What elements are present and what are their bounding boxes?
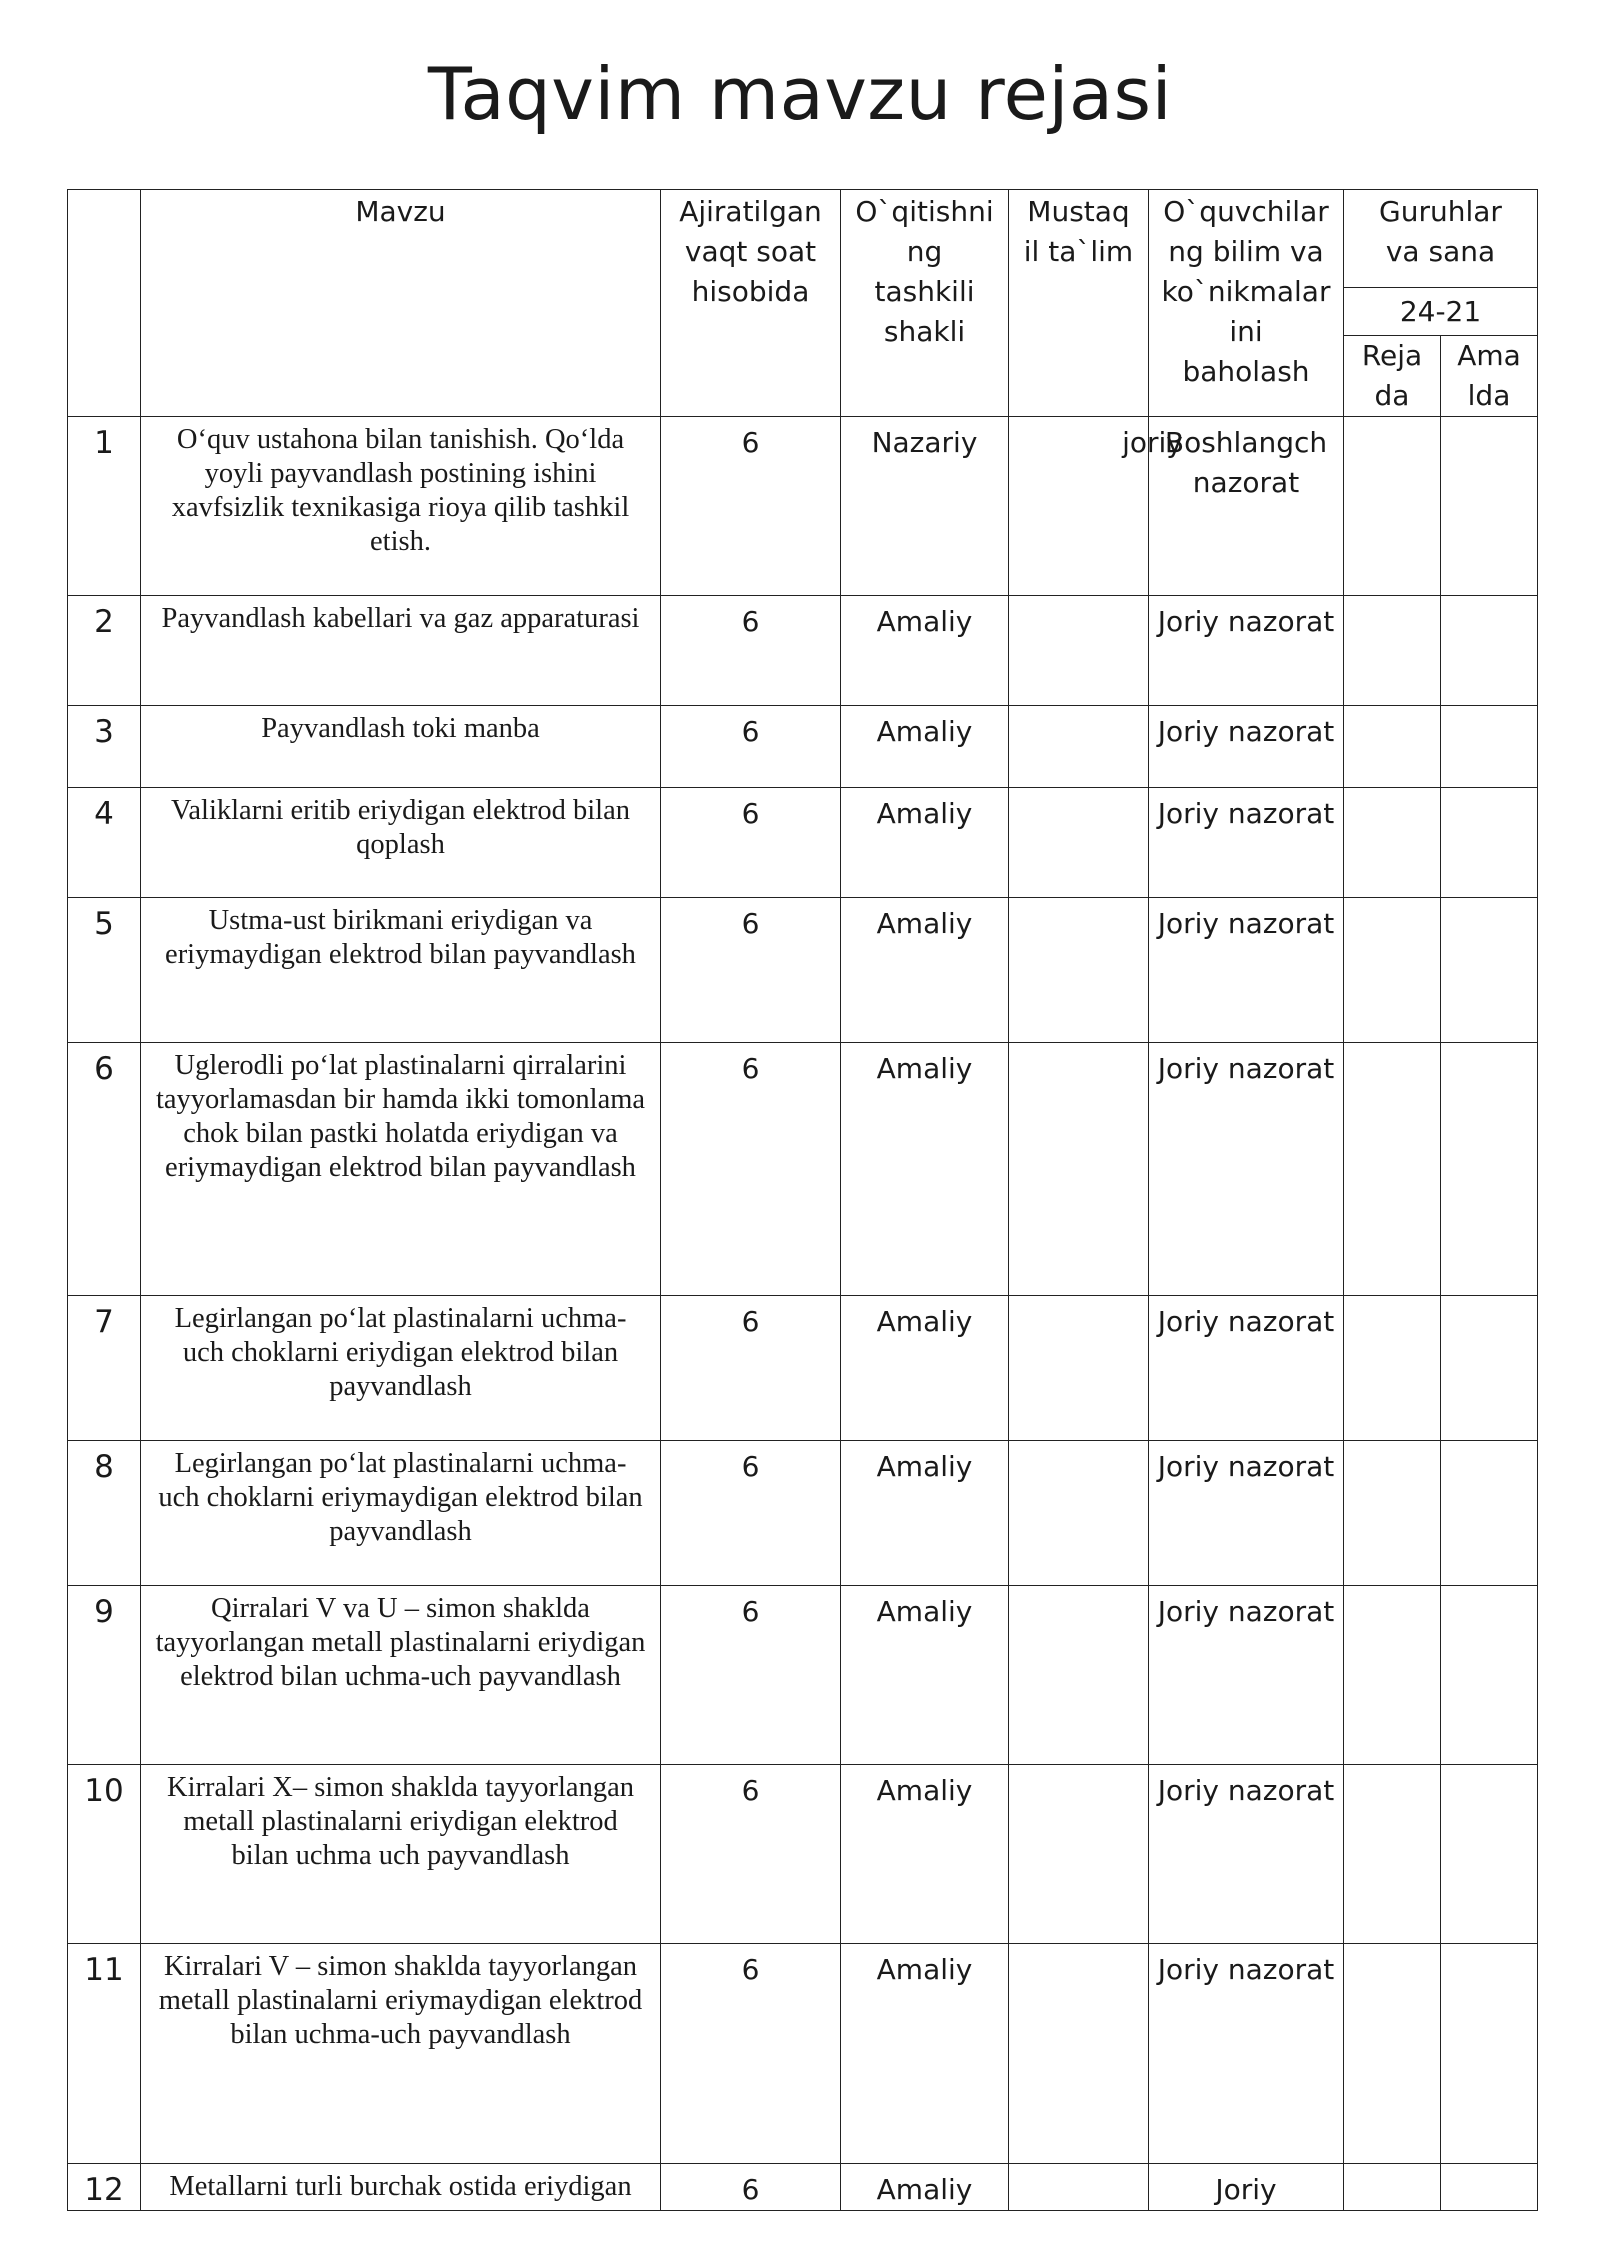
row-actual xyxy=(1441,1043,1538,1296)
row-topic: Kirralari X– simon shaklda tayyorlangan metall plastinalarni eriydigan elektrod bilan uchma uch payvandlash xyxy=(141,1765,661,1944)
row-topic: Qirralari V va U – simon shaklda tayyorlangan metall plastinalarni eriydigan elektrod bilan uchma-uch payvandlash xyxy=(141,1586,661,1765)
row-number: 12 xyxy=(68,2164,141,2211)
row-assessment: Joriy nazorat xyxy=(1149,898,1344,1043)
header-independent-study: Mustaq il ta`lim xyxy=(1009,190,1149,417)
row-planned xyxy=(1344,898,1441,1043)
row-planned xyxy=(1344,1296,1441,1441)
row-form: Amaliy xyxy=(841,1586,1009,1765)
row-number: 8 xyxy=(68,1441,141,1586)
row-topic: Legirlangan po‘lat plastinalarni uchma-uch choklarni eriymaydigan elektrod bilan payvandlash xyxy=(141,1441,661,1586)
row-topic: O‘quv ustahona bilan tanishish. Qo‘lda yoyli payvandlash postining ishini xavfsizlik texnikasiga rioya qilib tashkil etish. xyxy=(141,417,661,596)
row-hours: 6 xyxy=(661,2164,841,2211)
row-planned xyxy=(1344,1043,1441,1296)
row-independent-study xyxy=(1009,417,1183,596)
row-assessment: Joriy nazorat xyxy=(1149,1586,1344,1765)
row-assessment: Joriy nazorat xyxy=(1149,1765,1344,1944)
header-assessment: O`quvchilar ng bilim va ko`nikmalar ini baholash xyxy=(1149,190,1344,417)
row-hours: 6 xyxy=(661,1765,841,1944)
row-number: 9 xyxy=(68,1586,141,1765)
row-planned xyxy=(1344,788,1441,898)
row-topic: Valiklarni eritib eriydigan elektrod bilan qoplash xyxy=(141,788,661,898)
row-form: Amaliy xyxy=(841,1296,1009,1441)
row-hours: 6 xyxy=(661,1944,841,2164)
row-assessment: Joriy nazorat xyxy=(1149,596,1344,706)
row-actual xyxy=(1441,706,1538,788)
row-planned xyxy=(1344,2164,1441,2211)
header-topic: Mavzu xyxy=(141,190,661,417)
row-planned xyxy=(1344,706,1441,788)
row-assessment: Joriy nazorat xyxy=(1149,788,1344,898)
table-row xyxy=(68,1296,1538,1441)
row-actual xyxy=(1441,417,1538,596)
row-actual xyxy=(1441,898,1538,1043)
row-topic: Metallarni turli burchak ostida eriydigan xyxy=(141,2164,661,2211)
row-planned xyxy=(1344,596,1441,706)
row-number: 6 xyxy=(68,1043,141,1296)
row-actual xyxy=(1441,596,1538,706)
row-independent-study xyxy=(1009,2164,1149,2211)
row-hours: 6 xyxy=(661,898,841,1043)
table-row xyxy=(68,1944,1538,2164)
row-hours: 6 xyxy=(661,1043,841,1296)
row-actual xyxy=(1441,1765,1538,1944)
row-assessment: Joriy nazorat xyxy=(1149,1296,1344,1441)
row-independent-study xyxy=(1009,1586,1149,1765)
header-hours: Ajiratilgan vaqt soat hisobida xyxy=(661,190,841,417)
header-groups: Guruhlar va sana xyxy=(1344,190,1538,288)
row-number: 1 xyxy=(68,417,141,596)
row-number: 5 xyxy=(68,898,141,1043)
row-number: 2 xyxy=(68,596,141,706)
row-independent-study xyxy=(1009,788,1149,898)
header-planned: Reja da xyxy=(1344,336,1441,417)
table-row xyxy=(68,1441,1538,1586)
row-form: Amaliy xyxy=(841,898,1009,1043)
row-independent-study xyxy=(1009,596,1149,706)
row-hours: 6 xyxy=(661,417,841,596)
row-planned xyxy=(1344,417,1441,596)
row-form: Amaliy xyxy=(841,596,1009,706)
row-planned xyxy=(1344,1944,1441,2164)
row-assessment: Joriy nazorat xyxy=(1149,706,1344,788)
table-row xyxy=(68,1586,1538,1765)
row-hours: 6 xyxy=(661,596,841,706)
row-form: Amaliy xyxy=(841,1944,1009,2164)
row-independent-study xyxy=(1009,1944,1149,2164)
row-assessment: Joriy nazorat xyxy=(1149,1441,1344,1586)
table-row xyxy=(68,706,1538,788)
row-actual xyxy=(1441,1441,1538,1586)
row-topic: Kirralari V – simon shaklda tayyorlangan metall plastinalarni eriymaydigan elektrod bilan uchma-uch payvandlash xyxy=(141,1944,661,2164)
row-form: Amaliy xyxy=(841,2164,1009,2211)
row-topic: Ustma-ust birikmani eriydigan va eriymaydigan elektrod bilan payvandlash xyxy=(141,898,661,1043)
header-group-code: 24-21 xyxy=(1344,288,1538,336)
table-row xyxy=(68,596,1538,706)
row-assessment: Joriy xyxy=(1149,2164,1344,2211)
row-independent-study xyxy=(1009,898,1149,1043)
row-hours: 6 xyxy=(661,788,841,898)
table-row xyxy=(68,2164,1538,2211)
row-hours: 6 xyxy=(661,706,841,788)
row-form: Nazariy xyxy=(841,417,1009,596)
row-assessment: Joriy nazorat xyxy=(1149,1043,1344,1296)
table-row xyxy=(68,417,1538,596)
row-number: 10 xyxy=(68,1765,141,1944)
row-actual xyxy=(1441,2164,1538,2211)
row-hours: 6 xyxy=(661,1586,841,1765)
row-independent-study xyxy=(1009,1441,1149,1586)
row-independent-study xyxy=(1009,1765,1149,1944)
page-title: Taqvim mavzu rejasi xyxy=(427,52,1173,136)
table-row xyxy=(68,1765,1538,1944)
row-independent-study-text: joriy xyxy=(1122,426,1183,459)
row-actual xyxy=(1441,788,1538,898)
row-actual xyxy=(1441,1944,1538,2164)
row-assessment: Boshlangch nazorat xyxy=(1149,417,1344,596)
row-actual xyxy=(1441,1296,1538,1441)
row-form: Amaliy xyxy=(841,1043,1009,1296)
row-number: 3 xyxy=(68,706,141,788)
plan-table xyxy=(67,189,1538,2211)
row-form: Amaliy xyxy=(841,1441,1009,1586)
row-actual xyxy=(1441,1586,1538,1765)
row-topic: Payvandlash toki manba xyxy=(141,706,661,788)
row-hours: 6 xyxy=(661,1296,841,1441)
row-hours: 6 xyxy=(661,1441,841,1586)
row-number: 11 xyxy=(68,1944,141,2164)
row-independent-study xyxy=(1009,706,1149,788)
row-form: Amaliy xyxy=(841,788,1009,898)
row-independent-study xyxy=(1009,1296,1149,1441)
row-number: 7 xyxy=(68,1296,141,1441)
header-form: O`qitishni ng tashkili shakli xyxy=(841,190,1009,417)
row-independent-study xyxy=(1009,1043,1149,1296)
row-planned xyxy=(1344,1441,1441,1586)
row-form: Amaliy xyxy=(841,1765,1009,1944)
row-form: Amaliy xyxy=(841,706,1009,788)
header-actual: Ama lda xyxy=(1441,336,1538,417)
row-planned xyxy=(1344,1765,1441,1944)
table-row xyxy=(68,788,1538,898)
row-number: 4 xyxy=(68,788,141,898)
row-assessment: Joriy nazorat xyxy=(1149,1944,1344,2164)
header-number xyxy=(68,190,141,417)
table-row xyxy=(68,898,1538,1043)
row-topic: Legirlangan po‘lat plastinalarni uchma-uch choklarni eriydigan elektrod bilan payvandlash xyxy=(141,1296,661,1441)
row-topic: Payvandlash kabellari va gaz apparaturasi xyxy=(141,596,661,706)
table-row xyxy=(68,1043,1538,1296)
row-planned xyxy=(1344,1586,1441,1765)
row-topic: Uglerodli po‘lat plastinalarni qirralarini tayyorlamasdan bir hamda ikki tomonlama chok bilan pastki holatda eriydigan va eriymaydigan elektrod bilan payvandlash xyxy=(141,1043,661,1296)
